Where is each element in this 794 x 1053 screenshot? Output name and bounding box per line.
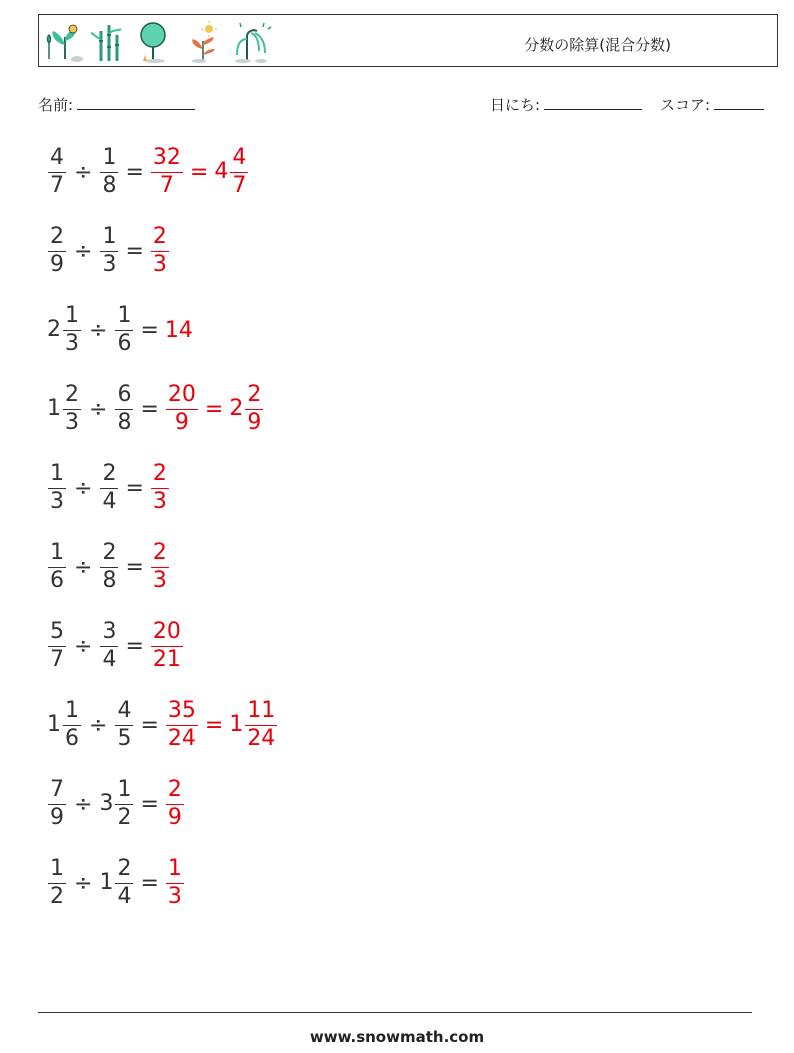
denominator: 4 xyxy=(102,488,117,514)
divide-operator: ÷ xyxy=(74,475,93,501)
mixed-number xyxy=(99,461,119,515)
denominator: 7 xyxy=(50,172,64,198)
denominator: 8 xyxy=(102,567,117,593)
numerator: 1 xyxy=(115,303,133,330)
equals-sign: = xyxy=(125,159,144,185)
numerator: 4 xyxy=(230,145,248,172)
denominator: 3 xyxy=(65,409,79,435)
whole-part: 1 xyxy=(47,712,61,737)
numerator: 1 xyxy=(100,145,118,172)
answer-fraction xyxy=(150,619,184,673)
numerator: 1 xyxy=(115,777,133,804)
fraction xyxy=(151,224,169,278)
score-label: スコア: xyxy=(660,96,711,114)
mixed-number xyxy=(47,777,67,831)
numerator: 1 xyxy=(48,856,66,883)
fraction xyxy=(100,619,118,673)
problem-row xyxy=(47,140,249,204)
problem-row xyxy=(47,693,278,757)
mixed-number xyxy=(99,145,119,199)
equals-sign: = xyxy=(125,475,144,501)
numerator: 4 xyxy=(48,145,66,172)
mixed-number xyxy=(47,382,82,436)
fraction xyxy=(115,777,133,831)
whole-part: 2 xyxy=(47,317,61,342)
mixed-number xyxy=(47,856,67,910)
header-icons xyxy=(43,19,273,63)
denominator: 7 xyxy=(159,172,174,198)
mixed-number xyxy=(99,856,134,910)
divide-operator: ÷ xyxy=(74,238,93,264)
mixed-number xyxy=(114,698,134,752)
denominator: 3 xyxy=(50,488,64,514)
fraction xyxy=(166,698,198,752)
numerator: 5 xyxy=(48,619,66,646)
mixed-number xyxy=(99,540,119,594)
denominator: 7 xyxy=(50,646,64,672)
answer-fraction xyxy=(165,856,185,910)
numerator: 20 xyxy=(166,382,198,409)
mixed-number xyxy=(99,224,119,278)
numerator: 20 xyxy=(151,619,183,646)
fraction xyxy=(115,382,133,436)
numerator: 1 xyxy=(63,303,81,330)
fraction xyxy=(48,856,66,910)
numerator: 32 xyxy=(151,145,183,172)
round-tree-icon xyxy=(141,23,165,63)
footer-url: www.snowmath.com xyxy=(309,1028,485,1046)
equals-sign: = xyxy=(125,554,144,580)
problem-row xyxy=(47,219,170,283)
worksheet-header xyxy=(38,14,778,67)
fraction xyxy=(63,382,81,436)
equals-sign: = xyxy=(125,633,144,659)
name-label: 名前: xyxy=(38,96,74,114)
answer-mixed-number xyxy=(229,382,264,436)
score-field xyxy=(660,94,764,115)
denominator: 8 xyxy=(102,172,117,198)
fraction xyxy=(151,461,169,515)
denominator: 9 xyxy=(50,251,64,277)
numerator: 1 xyxy=(166,856,184,883)
denominator: 3 xyxy=(102,251,117,277)
fraction xyxy=(63,303,81,357)
denominator: 4 xyxy=(102,646,117,672)
problem-row xyxy=(47,377,264,441)
fraction xyxy=(63,698,81,752)
denominator: 2 xyxy=(117,804,132,830)
denominator: 3 xyxy=(152,567,167,593)
mixed-number xyxy=(99,777,134,831)
numerator: 2 xyxy=(48,224,66,251)
numerator: 1 xyxy=(63,698,81,725)
numerator: 7 xyxy=(48,777,66,804)
whole-part: 2 xyxy=(229,396,244,421)
numerator: 11 xyxy=(245,698,277,725)
numerator: 2 xyxy=(100,461,118,488)
fraction xyxy=(48,619,66,673)
answer-fraction xyxy=(150,540,170,594)
whole-part: 1 xyxy=(99,870,114,895)
divide-operator: ÷ xyxy=(74,791,93,817)
fraction xyxy=(151,619,183,673)
denominator: 6 xyxy=(50,567,64,593)
numerator: 2 xyxy=(63,382,81,409)
mixed-number xyxy=(47,619,67,673)
date-blank[interactable] xyxy=(544,94,642,110)
problem-row xyxy=(47,772,185,836)
denominator: 7 xyxy=(232,172,247,198)
fraction xyxy=(245,382,263,436)
fraction xyxy=(100,145,118,199)
answer-fraction xyxy=(165,777,185,831)
numerator: 2 xyxy=(166,777,184,804)
mixed-number xyxy=(47,303,82,357)
numerator: 2 xyxy=(151,540,169,567)
whole-part: 3 xyxy=(99,791,114,816)
mixed-number xyxy=(114,303,134,357)
denominator: 9 xyxy=(174,409,189,435)
equals-sign: = xyxy=(140,396,159,422)
answer-fraction xyxy=(165,698,199,752)
answer-mixed-number xyxy=(214,145,249,199)
denominator: 9 xyxy=(50,804,64,830)
date-field xyxy=(490,94,642,115)
equals-sign: = xyxy=(140,791,159,817)
answer-mixed-number xyxy=(229,698,278,752)
problem-row xyxy=(47,456,170,520)
numerator: 2 xyxy=(245,382,263,409)
fraction xyxy=(166,382,198,436)
denominator: 5 xyxy=(117,725,132,751)
numerator: 1 xyxy=(48,540,66,567)
fraction xyxy=(48,145,66,199)
fraction xyxy=(48,224,66,278)
answer-integer: 14 xyxy=(164,317,193,343)
answer-equals-sign: = xyxy=(204,396,224,422)
divide-operator: ÷ xyxy=(74,633,93,659)
fraction xyxy=(151,145,183,199)
plant-sprout-icon xyxy=(48,25,84,62)
problem-row xyxy=(47,298,193,362)
mixed-number xyxy=(114,382,134,436)
score-blank[interactable] xyxy=(714,94,764,110)
divide-operator: ÷ xyxy=(74,554,93,580)
denominator: 24 xyxy=(167,725,196,751)
footer-divider xyxy=(38,1012,752,1013)
sunflower-icon xyxy=(192,21,217,63)
fraction xyxy=(100,224,118,278)
fraction xyxy=(230,145,248,199)
denominator: 9 xyxy=(247,409,262,435)
fraction xyxy=(48,777,66,831)
denominator: 3 xyxy=(65,330,79,356)
whole-part: 1 xyxy=(47,396,61,421)
numerator: 6 xyxy=(115,382,133,409)
worksheet-title: 分数の除算(混合分数) xyxy=(524,36,671,54)
whole-part: 4 xyxy=(214,159,229,184)
numerator: 35 xyxy=(166,698,198,725)
denominator: 3 xyxy=(152,251,167,277)
weeping-willow-icon xyxy=(235,23,271,63)
fraction xyxy=(115,303,133,357)
answer-fraction xyxy=(150,224,170,278)
numerator: 3 xyxy=(100,619,118,646)
divide-operator: ÷ xyxy=(89,396,108,422)
denominator: 2 xyxy=(50,883,64,909)
fraction xyxy=(115,698,133,752)
fraction xyxy=(166,777,184,831)
equals-sign: = xyxy=(125,238,144,264)
fraction xyxy=(100,461,118,515)
mixed-number xyxy=(99,619,119,673)
denominator: 3 xyxy=(167,883,182,909)
numerator: 1 xyxy=(48,461,66,488)
divide-operator: ÷ xyxy=(89,712,108,738)
numerator: 2 xyxy=(115,856,133,883)
numerator: 1 xyxy=(100,224,118,251)
answer-equals-sign: = xyxy=(189,159,209,185)
divide-operator: ÷ xyxy=(89,317,108,343)
fraction xyxy=(48,461,66,515)
answer-fraction xyxy=(150,145,184,199)
denominator: 24 xyxy=(247,725,276,751)
divide-operator: ÷ xyxy=(74,870,93,896)
date-label: 日にち: xyxy=(490,96,541,114)
mixed-number xyxy=(47,145,67,199)
equals-sign: = xyxy=(140,317,159,343)
answer-fraction xyxy=(165,382,199,436)
equals-sign: = xyxy=(140,712,159,738)
whole-part: 1 xyxy=(229,712,244,737)
problem-row xyxy=(47,614,184,678)
denominator: 3 xyxy=(152,488,167,514)
mixed-number xyxy=(47,461,67,515)
problem-row xyxy=(47,535,170,599)
divide-operator: ÷ xyxy=(74,159,93,185)
problem-row xyxy=(47,851,185,915)
denominator: 4 xyxy=(117,883,132,909)
fraction xyxy=(245,698,277,752)
denominator: 21 xyxy=(152,646,181,672)
denominator: 6 xyxy=(65,725,79,751)
fraction xyxy=(115,856,133,910)
mixed-number xyxy=(47,224,67,278)
answer-fraction xyxy=(150,461,170,515)
name-blank[interactable] xyxy=(77,94,195,110)
fraction xyxy=(48,540,66,594)
equals-sign: = xyxy=(140,870,159,896)
denominator: 9 xyxy=(167,804,182,830)
numerator: 4 xyxy=(115,698,133,725)
fraction xyxy=(166,856,184,910)
answer-equals-sign: = xyxy=(204,712,224,738)
fraction xyxy=(100,540,118,594)
name-field xyxy=(38,94,195,115)
numerator: 2 xyxy=(100,540,118,567)
numerator: 2 xyxy=(151,461,169,488)
numerator: 2 xyxy=(151,224,169,251)
mixed-number xyxy=(47,540,67,594)
denominator: 8 xyxy=(117,409,132,435)
mixed-number xyxy=(47,698,82,752)
bamboo-icon xyxy=(91,25,121,61)
fraction xyxy=(151,540,169,594)
denominator: 6 xyxy=(117,330,132,356)
